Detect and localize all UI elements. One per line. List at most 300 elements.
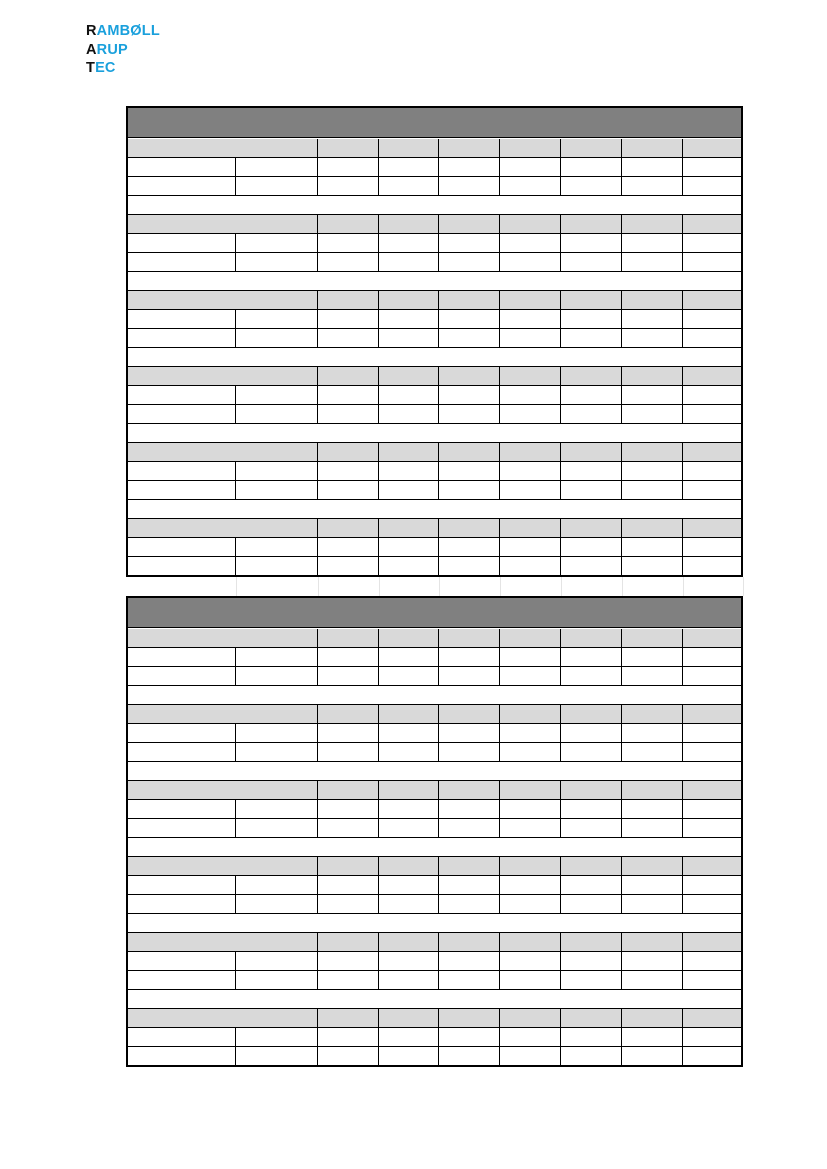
group-header-cell (126, 857, 318, 876)
table-cell (683, 158, 743, 177)
table-cell (622, 329, 683, 348)
group-header-row (126, 933, 743, 952)
table-cell (236, 462, 318, 481)
table-cell (500, 800, 561, 819)
table-cell (500, 971, 561, 990)
table-cell (500, 952, 561, 971)
gap-gridline (379, 577, 440, 596)
table-row (126, 405, 743, 424)
table-cell (439, 557, 500, 576)
table-cell (318, 952, 379, 971)
table-cell (683, 952, 743, 971)
table-row (126, 538, 743, 557)
table-cell (561, 177, 622, 196)
table-cell (439, 952, 500, 971)
table-cell (236, 1047, 318, 1066)
table-cell (379, 819, 439, 838)
group-header-cell (126, 933, 318, 952)
table-cell (318, 557, 379, 576)
table-cell (683, 253, 743, 272)
group-header-cell (318, 519, 379, 538)
group-header-cell (379, 519, 439, 538)
spacer-row (126, 762, 743, 781)
table-row (126, 177, 743, 196)
group-header-cell (683, 857, 743, 876)
table-cell (318, 743, 379, 762)
table-row (126, 481, 743, 500)
group-header-cell (379, 367, 439, 386)
table-cell (561, 800, 622, 819)
table-cell (439, 743, 500, 762)
group-header-cell (561, 215, 622, 234)
group-header-cell (500, 443, 561, 462)
table-cell (439, 1047, 500, 1066)
table-cell (126, 895, 236, 914)
group-header-cell (561, 443, 622, 462)
table-cell (318, 462, 379, 481)
table-cell (561, 971, 622, 990)
table-cell (236, 405, 318, 424)
table-cell (622, 405, 683, 424)
table-row (126, 386, 743, 405)
table-cell (126, 253, 236, 272)
group-header-cell (561, 933, 622, 952)
table-cell (379, 1047, 439, 1066)
table-row (126, 253, 743, 272)
group-header-cell (126, 443, 318, 462)
group-header-cell (318, 1009, 379, 1028)
table-cell (683, 538, 743, 557)
group-header-cell (379, 215, 439, 234)
group-header-cell (500, 629, 561, 648)
group-header-cell (500, 781, 561, 800)
table-cell (379, 667, 439, 686)
group-header-cell (439, 781, 500, 800)
table-cell (379, 971, 439, 990)
table-cell (439, 667, 500, 686)
table-cell (500, 310, 561, 329)
table-cell (622, 648, 683, 667)
group-header-cell (318, 781, 379, 800)
table-cell (318, 1047, 379, 1066)
group-header-cell (318, 857, 379, 876)
section-gap (126, 577, 743, 596)
table-cell (439, 177, 500, 196)
table-cell (236, 895, 318, 914)
group-header-row (126, 367, 743, 386)
table-cell (318, 253, 379, 272)
table-cell (561, 462, 622, 481)
table-cell (500, 1028, 561, 1047)
group-header-cell (126, 291, 318, 310)
group-header-cell (622, 1009, 683, 1028)
table-cell (379, 310, 439, 329)
table-cell (318, 819, 379, 838)
table-cell (683, 800, 743, 819)
table-cell (379, 462, 439, 481)
table-cell (683, 648, 743, 667)
table-cell (561, 538, 622, 557)
table-cell (500, 386, 561, 405)
table-cell (622, 557, 683, 576)
table-cell (236, 538, 318, 557)
logo-line-tec: TEC (86, 60, 116, 76)
table-cell (318, 329, 379, 348)
table-cell (126, 876, 236, 895)
spacer-row (126, 196, 743, 215)
table-row (126, 329, 743, 348)
table-cell (236, 177, 318, 196)
table-cell (500, 876, 561, 895)
group-header-cell (683, 705, 743, 724)
table-cell (379, 743, 439, 762)
table-cell (379, 177, 439, 196)
group-header-cell (622, 629, 683, 648)
table-cell (126, 743, 236, 762)
table-cell (126, 462, 236, 481)
table-cell (622, 158, 683, 177)
table-cell (236, 557, 318, 576)
table-cell (500, 481, 561, 500)
table-cell (500, 648, 561, 667)
table-cell (236, 1028, 318, 1047)
table-row (126, 667, 743, 686)
table-cell (318, 177, 379, 196)
table-cell (622, 1028, 683, 1047)
table-cell (561, 253, 622, 272)
table-cell (622, 952, 683, 971)
group-header-row (126, 291, 743, 310)
spacer-row (126, 424, 743, 443)
table-cell (318, 158, 379, 177)
group-header-row (126, 139, 743, 158)
table-cell (236, 386, 318, 405)
group-header-cell (500, 139, 561, 158)
table-cell (622, 253, 683, 272)
table-cell (379, 386, 439, 405)
table-cell (379, 952, 439, 971)
table-cell (500, 234, 561, 253)
gap-gridline (126, 577, 237, 596)
group-header-cell (500, 933, 561, 952)
group-header-cell (561, 1009, 622, 1028)
table-cell (236, 329, 318, 348)
table-cell (622, 724, 683, 743)
table-cell (318, 538, 379, 557)
table-cell (318, 895, 379, 914)
group-header-row (126, 443, 743, 462)
group-header-cell (683, 215, 743, 234)
table-cell (622, 481, 683, 500)
table-cell (379, 329, 439, 348)
group-header-cell (318, 629, 379, 648)
table-row (126, 1047, 743, 1066)
table-cell (561, 648, 622, 667)
table-cell (318, 405, 379, 424)
table-cell (379, 876, 439, 895)
table-cell (561, 310, 622, 329)
table-cell (126, 310, 236, 329)
table-cell (126, 724, 236, 743)
spacer-row (126, 990, 743, 1009)
table-cell (622, 800, 683, 819)
group-header-cell (318, 291, 379, 310)
table-cell (439, 158, 500, 177)
table-cell (622, 538, 683, 557)
table-cell (683, 557, 743, 576)
gap-gridline (683, 577, 744, 596)
table-cell (439, 819, 500, 838)
table-row (126, 895, 743, 914)
group-header-row (126, 857, 743, 876)
table-cell (236, 158, 318, 177)
table-cell (439, 386, 500, 405)
table-cell (236, 481, 318, 500)
group-header-row (126, 1009, 743, 1028)
group-header-cell (439, 857, 500, 876)
table-cell (561, 952, 622, 971)
table-cell (683, 234, 743, 253)
table-cell (439, 462, 500, 481)
group-header-row (126, 215, 743, 234)
table-cell (126, 800, 236, 819)
table-cell (561, 895, 622, 914)
table-cell (379, 405, 439, 424)
table-cell (683, 386, 743, 405)
group-header-cell (622, 139, 683, 158)
table-cell (126, 481, 236, 500)
table-cell (683, 177, 743, 196)
table-cell (439, 876, 500, 895)
group-header-cell (439, 1009, 500, 1028)
table-cell (318, 481, 379, 500)
table-cell (318, 667, 379, 686)
gap-gridline (500, 577, 562, 596)
group-header-cell (622, 933, 683, 952)
table-cell (126, 329, 236, 348)
section-header (126, 106, 743, 138)
table-cell (683, 971, 743, 990)
table-cell (379, 648, 439, 667)
table-cell (379, 538, 439, 557)
group-header-cell (379, 1009, 439, 1028)
table-cell (379, 557, 439, 576)
table-cell (126, 557, 236, 576)
group-header-cell (500, 367, 561, 386)
table-cell (126, 386, 236, 405)
group-header-cell (622, 367, 683, 386)
table-cell (500, 329, 561, 348)
table-cell (439, 648, 500, 667)
table-cell (561, 876, 622, 895)
table-cell (500, 557, 561, 576)
table-cell (126, 667, 236, 686)
group-header-cell (439, 629, 500, 648)
group-header-cell (500, 519, 561, 538)
table-cell (318, 876, 379, 895)
table-cell (683, 462, 743, 481)
table-row (126, 971, 743, 990)
table-cell (500, 724, 561, 743)
table-cell (126, 1028, 236, 1047)
table-cell (622, 667, 683, 686)
table-cell (439, 481, 500, 500)
table-cell (500, 405, 561, 424)
table-cell (379, 800, 439, 819)
table-cell (439, 1028, 500, 1047)
group-header-cell (622, 519, 683, 538)
table-cell (439, 538, 500, 557)
table-row (126, 557, 743, 576)
group-header-cell (318, 705, 379, 724)
table-cell (126, 819, 236, 838)
table-cell (500, 538, 561, 557)
table-cell (683, 667, 743, 686)
table-cell (236, 952, 318, 971)
table-cell (561, 819, 622, 838)
group-header-cell (379, 629, 439, 648)
table-cell (500, 462, 561, 481)
table-cell (379, 253, 439, 272)
table-cell (500, 177, 561, 196)
table-cell (236, 253, 318, 272)
table-cell (439, 329, 500, 348)
group-header-cell (683, 781, 743, 800)
table-cell (561, 557, 622, 576)
table-cell (622, 386, 683, 405)
table-cell (561, 667, 622, 686)
table-cell (439, 234, 500, 253)
table-row (126, 462, 743, 481)
group-header-cell (561, 139, 622, 158)
table-cell (318, 724, 379, 743)
table-cell (318, 971, 379, 990)
group-header-cell (318, 367, 379, 386)
gap-gridline (439, 577, 501, 596)
table-cell (683, 1047, 743, 1066)
table-cell (126, 952, 236, 971)
group-header-cell (622, 705, 683, 724)
table-cell (683, 310, 743, 329)
table-cell (439, 310, 500, 329)
table-cell (622, 310, 683, 329)
group-header-cell (126, 367, 318, 386)
table-cell (236, 724, 318, 743)
table-cell (379, 234, 439, 253)
table-cell (622, 895, 683, 914)
group-header-cell (683, 443, 743, 462)
table-cell (379, 724, 439, 743)
table-cell (318, 386, 379, 405)
table-row (126, 158, 743, 177)
gap-gridline (622, 577, 684, 596)
group-header-cell (318, 215, 379, 234)
table-cell (561, 1028, 622, 1047)
group-header-cell (683, 1009, 743, 1028)
gap-gridline (561, 577, 623, 596)
group-header-cell (622, 291, 683, 310)
table-cell (126, 971, 236, 990)
group-header-cell (439, 705, 500, 724)
table-row (126, 952, 743, 971)
logo-line-rambøll: RAMBØLL (86, 23, 160, 39)
table-cell (236, 310, 318, 329)
group-header-cell (683, 139, 743, 158)
table-cell (561, 481, 622, 500)
table-cell (439, 405, 500, 424)
table-cell (683, 876, 743, 895)
section-header (126, 596, 743, 628)
group-header-cell (379, 781, 439, 800)
group-header-cell (318, 933, 379, 952)
table-cell (622, 462, 683, 481)
group-header-row (126, 629, 743, 648)
table-cell (622, 971, 683, 990)
group-header-cell (439, 215, 500, 234)
table-cell (683, 329, 743, 348)
table-cell (561, 724, 622, 743)
group-header-row (126, 781, 743, 800)
spacer-row (126, 500, 743, 519)
table-cell (236, 648, 318, 667)
group-header-cell (683, 519, 743, 538)
table-row (126, 648, 743, 667)
group-header-cell (500, 857, 561, 876)
group-header-cell (500, 1009, 561, 1028)
table-cell (379, 895, 439, 914)
table-cell (126, 234, 236, 253)
table-row (126, 800, 743, 819)
group-header-cell (622, 215, 683, 234)
table-row (126, 876, 743, 895)
table-row (126, 743, 743, 762)
table-cell (622, 234, 683, 253)
spacer-row (126, 914, 743, 933)
group-header-cell (683, 933, 743, 952)
group-header-cell (622, 443, 683, 462)
table-row (126, 819, 743, 838)
table-cell (379, 481, 439, 500)
group-header-row (126, 705, 743, 724)
table-cell (500, 895, 561, 914)
table-cell (683, 1028, 743, 1047)
table-cell (622, 819, 683, 838)
group-header-cell (561, 705, 622, 724)
group-header-cell (379, 291, 439, 310)
group-header-cell (379, 933, 439, 952)
table-cell (683, 743, 743, 762)
group-header-cell (561, 781, 622, 800)
group-header-cell (318, 443, 379, 462)
table-cell (126, 538, 236, 557)
table-cell (561, 405, 622, 424)
spacer-row (126, 838, 743, 857)
company-logo (86, 22, 160, 78)
group-header-cell (439, 291, 500, 310)
logo-line-arup: ARUP (86, 41, 128, 58)
group-header-cell (126, 629, 318, 648)
group-header-cell (379, 443, 439, 462)
table-cell (439, 253, 500, 272)
table-cell (500, 819, 561, 838)
table-cell (500, 1047, 561, 1066)
group-header-cell (126, 519, 318, 538)
group-header-cell (622, 857, 683, 876)
table-cell (561, 386, 622, 405)
group-header-cell (439, 933, 500, 952)
group-header-cell (500, 291, 561, 310)
table-cell (379, 158, 439, 177)
